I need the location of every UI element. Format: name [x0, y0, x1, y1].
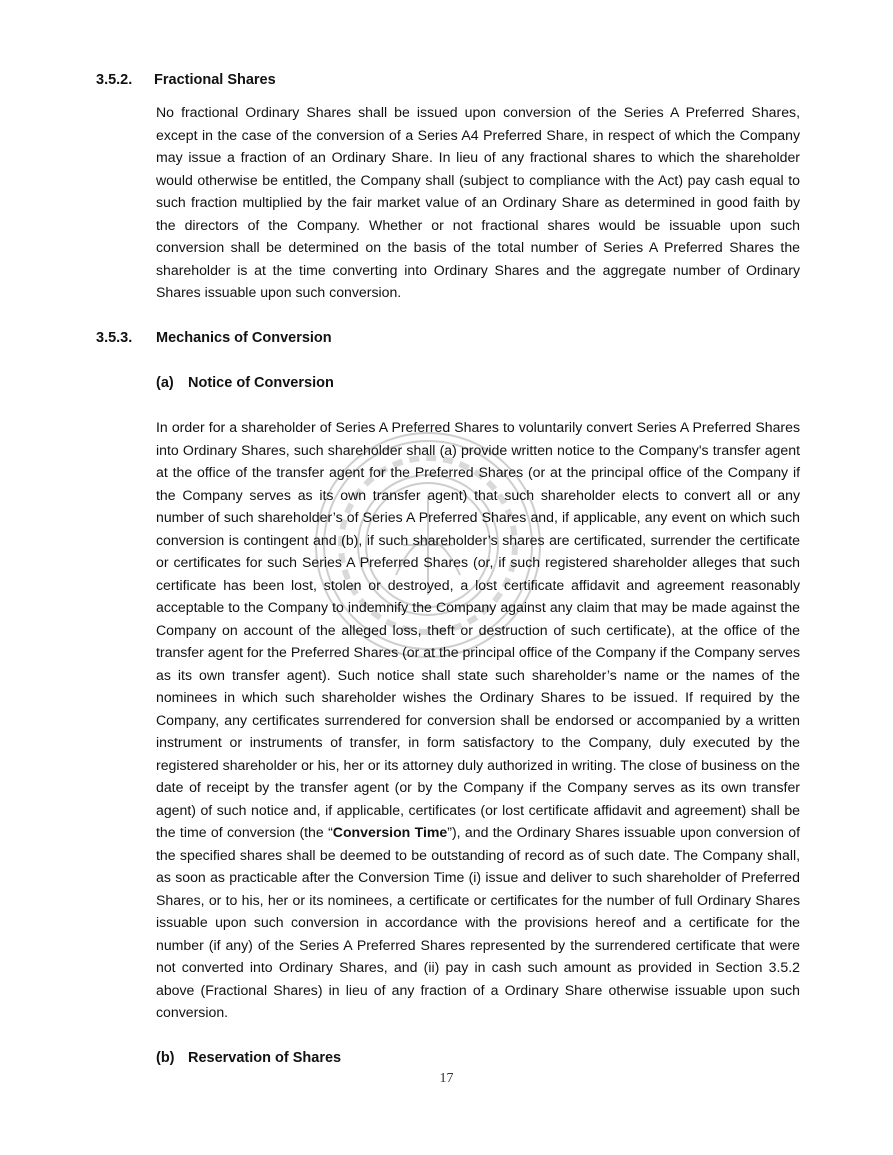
subsection-title: Notice of Conversion — [188, 375, 334, 391]
fractional-shares-paragraph: No fractional Ordinary Shares shall be issued upon conversion of the Series A Preferred Shares, except in the case of the conversion of a Series A4 Preferred Share, in respect of which the Company may issue a fraction of an Ordinary Share. In lieu of any fractional shares to which the shareholder would otherwise be entitled, the Company shall (subject to compliance with the Act) pay cash equal to such fraction multiplied by the fair market value of an Ordinary Share as determined in good faith by the directors of the Company. Whether or not fractional shares would be issuable upon such conversion shall be determined on the basis of the total number of Series A Preferred Shares the shareholder is at the time converting into Ordinary Shares and the aggregate number of Ordinary Shares issuable upon such conversion. — [156, 104, 800, 300]
subsection-title: Reservation of Shares — [188, 1050, 342, 1066]
section-number: 3.5.3. — [96, 330, 133, 346]
subsection-label: (a) — [156, 375, 174, 391]
section-number: 3.5.2. — [96, 72, 133, 88]
notice-of-conversion-paragraph — [156, 416, 800, 1024]
page-number: 17 — [439, 1071, 454, 1086]
subsection-a-heading — [156, 373, 556, 393]
section-3-5-3-heading — [96, 328, 496, 348]
defined-term: Conversion Time — [332, 824, 448, 840]
paragraph-text: In order for a shareholder of Series A Preferred Shares to voluntarily convert Series A Preferred Shares into Ordinary Shares, such shareholder shall (a) provide written notice to the Company's transfer agent at the office of the transfer agent for the Preferred Shares (or at the principal office of the Company if the Company serves as its own transfer agent) that such shareholder elects to convert all or any number of such shareholder’s of Series A Preferred Shares and, if applicable, any event on which such conversion is contingent and (b), if such shareholder’s shares are certificated, surrender the certificate or certificates for such Series A Preferred Shares (or, if such registered shareholder alleges that such certificate has been lost, stolen or destroyed, a lost certificate affidavit and agreement reasonably acceptable to the Company to indemnify the Company against any claim that may be made against the Company on account of the alleged loss, theft or destruction of such certificate), at the office of the transfer agent for the Preferred Shares (or at the principal office of the Company if the Company serves as its own transfer agent). Such notice shall state such shareholder’s name or the names of the nominees in which such shareholder wishes the Ordinary Shares to be issued. If required by the Company, any certificates surrendered for conversion shall be endorsed or accompanied by a written instrument or instruments of transfer, in form satisfactory to the Company, duly executed by the registered shareholder or his, her or its attorney duly authorized in writing. The close of business on the date of receipt by the transfer agent (or by the Company if the Company serves as its own transfer agent) of such notice and, if applicable, certificates (or lost certificate affidavit and agreement) shall be the time of conversion (the “ — [156, 419, 800, 840]
paragraph-text: ”), and the Ordinary Shares issuable upon conversion of the specified shares shall be deemed to be outstanding of record as of such date. The Company shall, as soon as practicable after the Conversion Time (i) issue and deliver to such shareholder of Preferred Shares, or to his, her or its nominees, a certificate or certificates for the number of full Ordinary Shares issuable upon such conversion in accordance with the provisions hereof and a certificate for the number (if any) of the Series A Preferred Shares represented by the surrendered certificate that were not converted into Ordinary Shares, and (ii) pay in cash such amount as provided in Section 3.5.2 above (Fractional Shares) in lieu of any fraction of a Ordinary Share otherwise issuable upon such conversion. — [156, 824, 801, 1020]
section-title: Mechanics of Conversion — [156, 330, 332, 346]
subsection-label: (b) — [156, 1050, 175, 1066]
section-title: Fractional Shares — [154, 72, 276, 88]
section-3-5-2-heading — [96, 70, 396, 90]
subsection-b-heading — [156, 1048, 556, 1068]
